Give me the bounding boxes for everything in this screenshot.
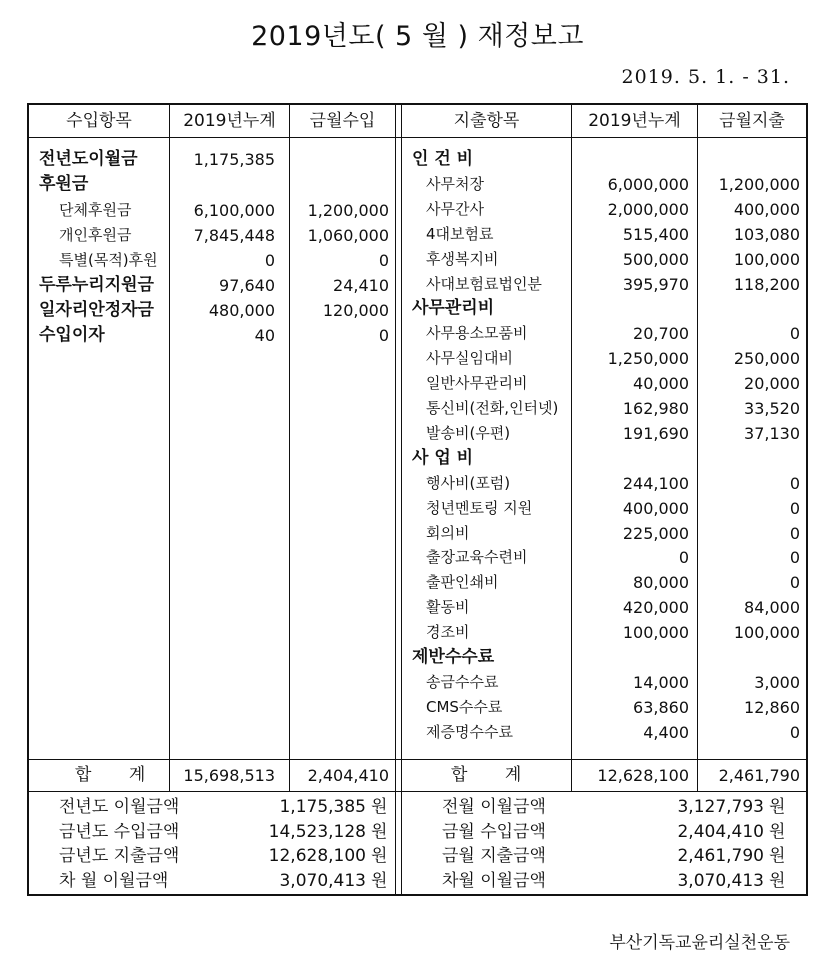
expense-month: 12,860: [744, 697, 800, 717]
total-expense-month: 2,461,790: [718, 766, 800, 785]
summary-label: 차월 이월금액: [442, 870, 546, 891]
summary-label: 금년도 지출금액: [59, 846, 180, 866]
header-income-ytd: 2019년누계: [183, 111, 276, 131]
expense-month: 84,000: [744, 598, 800, 618]
income-ytd: 0: [264, 251, 275, 270]
expense-row: [402, 670, 806, 695]
header-income-item: 수입항목: [66, 111, 132, 131]
expense-row: [402, 570, 806, 595]
income-row: [29, 172, 395, 197]
expense-label: 사무간사: [426, 199, 484, 218]
expense-ytd: 63,860: [633, 697, 689, 717]
expense-ytd: 395,970: [622, 274, 689, 294]
expense-ytd: 162,980: [622, 399, 689, 418]
expense-ytd: 14,000: [633, 672, 689, 692]
expense-row: [402, 396, 806, 421]
expense-row: [402, 296, 806, 321]
expense-label: 사무용소모품비: [426, 324, 528, 343]
summary-amount: 3,070,413: [279, 870, 366, 891]
expense-row: [402, 620, 806, 645]
summary-amount: 1,175,385: [279, 797, 366, 817]
expense-row: [402, 545, 806, 570]
income-row: [29, 223, 395, 248]
report-period: 2019. 5. 1. - 31.: [621, 66, 790, 88]
expense-month: 0: [789, 722, 800, 742]
income-label: 수입이자: [39, 325, 105, 345]
income-row: [29, 198, 395, 223]
expense-ytd: 515,400: [622, 224, 689, 244]
income-label: 일자리안정자금: [39, 300, 154, 320]
summary-amount: 12,628,100: [268, 846, 366, 866]
expense-row: [402, 421, 806, 446]
summary-label: 차 월 이월금액: [59, 870, 169, 891]
expense-ytd: 4,400: [643, 722, 689, 742]
expense-ytd: 420,000: [622, 598, 689, 618]
summary-row: [29, 795, 806, 820]
expense-month: 0: [789, 548, 800, 568]
total-income-month: 2,404,410: [307, 766, 389, 785]
income-month: 0: [378, 326, 389, 345]
expense-row: [402, 446, 806, 471]
expense-ytd: 0: [678, 548, 689, 568]
expense-month: 118,200: [733, 274, 800, 294]
income-month: 24,410: [333, 276, 389, 295]
income-ytd: 7,845,448: [193, 226, 275, 245]
income-row: [29, 248, 395, 273]
income-ytd: 97,640: [219, 276, 275, 295]
summary-row: [29, 820, 806, 845]
expense-label: 일반사무관리비: [426, 374, 528, 393]
summary-unit: 원: [769, 870, 786, 891]
header-expense-ytd: 2019년누계: [588, 111, 681, 131]
summary-unit: 원: [371, 821, 388, 842]
summary-row: [29, 844, 806, 869]
expense-month: 33,520: [744, 399, 800, 418]
expense-category-label: 제반수수료: [412, 647, 495, 667]
summary-amount: 2,461,790: [677, 846, 764, 866]
total-label-income: 합 계: [75, 765, 162, 785]
header-expense-month: 금월지출: [719, 111, 785, 131]
expense-row: [402, 595, 806, 620]
expense-label: 출판인쇄비: [426, 573, 499, 592]
summary-unit: 원: [371, 870, 388, 891]
income-row: [29, 298, 395, 323]
report-title: 2019년도( 5 월 ) 재정보고: [251, 21, 584, 52]
expense-label: 송금수수료: [426, 672, 499, 691]
expense-label: 회의비: [426, 523, 470, 542]
expense-month: 0: [789, 473, 800, 493]
expense-label: 통신비(전화,인터넷): [426, 399, 559, 417]
summary-label: 금년도 수입금액: [59, 821, 180, 842]
totals-row: [29, 763, 806, 788]
income-ytd: 480,000: [208, 301, 275, 320]
summary-row: [29, 869, 806, 894]
income-ytd: 40: [254, 326, 275, 345]
expense-row: [402, 321, 806, 346]
income-month: 120,000: [322, 301, 389, 320]
summary-amount: 3,127,793: [677, 797, 764, 817]
expense-ytd: 191,690: [622, 423, 689, 443]
header-income-month: 금월수입: [309, 111, 376, 131]
summary-label: 전년도 이월금액: [59, 797, 180, 817]
expense-ytd: 20,700: [633, 324, 689, 344]
income-month: 0: [378, 251, 389, 270]
expense-category-label: 인 건 비: [412, 149, 474, 169]
income-label: 특별(목적)후원: [59, 251, 158, 269]
expense-row: [402, 172, 806, 197]
total-income-ytd: 15,698,513: [183, 766, 275, 785]
income-row: [29, 323, 395, 348]
expense-month: 0: [789, 498, 800, 518]
expense-month: 20,000: [744, 374, 800, 394]
expense-row: [402, 197, 806, 222]
expense-row: [402, 147, 806, 172]
expense-row: [402, 247, 806, 272]
expense-ytd: 225,000: [622, 523, 689, 543]
expense-label: 사대보험료법인분: [426, 274, 542, 293]
summary-label: 금월 지출금액: [442, 846, 546, 866]
expense-label: 사무처장: [426, 174, 484, 193]
expense-month: 1,200,000: [718, 174, 800, 194]
total-divider: [29, 759, 806, 760]
expense-month: 103,080: [733, 224, 800, 244]
expense-label: 4대보험료: [426, 224, 494, 243]
expense-ytd: 244,100: [622, 473, 689, 493]
expense-label: 활동비: [426, 598, 470, 617]
summary-amount: 14,523,128: [268, 821, 366, 842]
summary-label: 전월 이월금액: [442, 797, 546, 817]
income-label: 개인후원금: [59, 226, 132, 244]
expense-label: 발송비(우편): [426, 423, 511, 442]
expense-label: 출장교육수련비: [426, 548, 528, 567]
expense-month: 100,000: [733, 623, 800, 643]
expense-ytd: 500,000: [622, 249, 689, 269]
income-ytd: 6,100,000: [193, 201, 275, 220]
income-label: 두루누리지원금: [39, 275, 154, 295]
expense-label: 사무실임대비: [426, 349, 513, 368]
total-expense-ytd: 12,628,100: [597, 766, 689, 785]
expense-row: [402, 720, 806, 745]
income-month: 1,060,000: [307, 226, 389, 245]
expense-label: CMS수수료: [426, 697, 503, 716]
expense-row: [402, 695, 806, 720]
finance-table: [27, 103, 808, 896]
income-row: [29, 273, 395, 298]
expense-ytd: 6,000,000: [607, 174, 689, 194]
income-month: 1,200,000: [307, 201, 389, 220]
expense-label: 행사비(포럼): [426, 473, 511, 492]
summary-unit: 원: [769, 846, 786, 866]
summary-amount: 2,404,410: [677, 821, 764, 842]
expense-row: [402, 346, 806, 371]
expense-row: [402, 371, 806, 396]
summary-unit: 원: [371, 846, 388, 866]
expense-ytd: 1,250,000: [607, 349, 689, 369]
expense-month: 0: [789, 573, 800, 593]
expense-row: [402, 222, 806, 247]
expense-label: 후생복지비: [426, 249, 499, 268]
expense-row: [402, 272, 806, 297]
summary-label: 금월 수입금액: [442, 821, 546, 842]
expense-month: 0: [789, 324, 800, 344]
summary-unit: 원: [371, 797, 388, 817]
expense-month: 3,000: [754, 672, 800, 692]
expense-category-label: 사무관리비: [412, 298, 495, 319]
expense-row: [402, 496, 806, 521]
expense-month: 37,130: [744, 423, 800, 443]
income-label: 전년도이월금: [39, 149, 138, 169]
header-divider: [29, 137, 806, 138]
expense-ytd: 100,000: [622, 623, 689, 643]
summary-amount: 3,070,413: [677, 870, 764, 891]
expense-row: [402, 521, 806, 546]
expense-row: [402, 645, 806, 670]
expense-month: 100,000: [733, 249, 800, 269]
expense-row: [402, 471, 806, 496]
total-label-expense: 합 계: [451, 765, 538, 785]
expense-ytd: 80,000: [633, 573, 689, 593]
expense-ytd: 400,000: [622, 498, 689, 518]
expense-ytd: 2,000,000: [607, 199, 689, 219]
expense-label: 제증명수수료: [426, 722, 513, 741]
expense-month: 250,000: [733, 349, 800, 369]
expense-label: 경조비: [426, 623, 470, 642]
expense-month: 0: [789, 523, 800, 543]
header-expense-item: 지출항목: [453, 111, 520, 131]
expense-ytd: 40,000: [633, 374, 689, 394]
income-row: [29, 147, 395, 172]
summary-unit: 원: [769, 821, 786, 842]
income-label: 단체후원금: [59, 201, 132, 219]
expense-category-label: 사 업 비: [412, 447, 474, 468]
expense-month: 400,000: [733, 199, 800, 219]
organization-name: 부산기독교윤리실천운동: [609, 933, 790, 953]
expense-label: 청년멘토링 지원: [426, 498, 533, 517]
income-label: 후원금: [39, 174, 89, 194]
summary-divider: [29, 791, 806, 792]
income-ytd: 1,175,385: [193, 150, 275, 169]
summary-unit: 원: [769, 797, 786, 817]
